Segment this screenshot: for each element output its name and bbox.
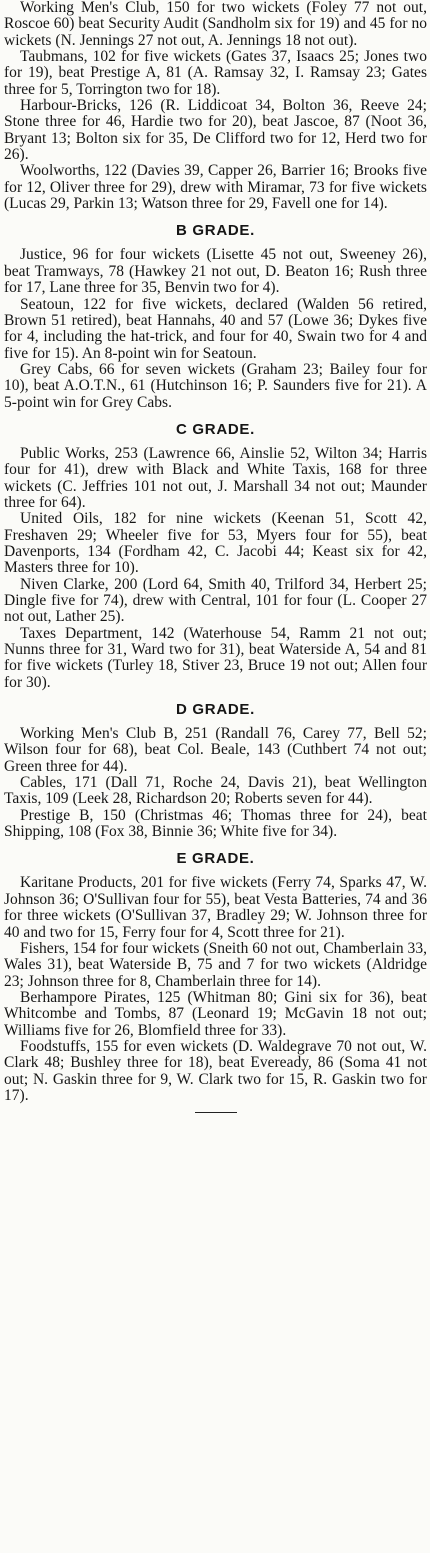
section-heading-b-grade: B GRADE. bbox=[176, 222, 255, 240]
result-paragraph: Taxes Department, 142 (Waterhouse 54, Ramm 21 not out; Nunns three for 31, Ward two for 31), beat Waterside A, 54 and 81 for five wickets (Turley 18, Stiver 23, Bruce 19 not out; Allen four for 30). bbox=[4, 624, 427, 691]
result-paragraph: Working Men's Club, 150 for two wickets (Foley 77 not out, Roscoe 60) beat Security Audit (Sandholm six for 19) and 45 for no wickets (N. Jennings 27 not out, A. Jennings 18 not out). bbox=[4, 0, 427, 49]
result-paragraph: Berhampore Pirates, 125 (Whitman 80; Gini six for 36), beat Whitcombe and Tombs, 87 (Leonard 19; McGavin 18 not out; Williams five for 26, Blomfield three for 33). bbox=[4, 988, 427, 1039]
result-paragraph: Foodstuffs, 155 for even wickets (D. Waldegrave 70 not out, W. Clark 48; Bushley three for 18), beat Eveready, 86 (Soma 41 not out; N. Gaskin three for 9, W. Clark two for 15, R. Gaskin two for 17). bbox=[4, 1037, 427, 1104]
result-paragraph: Public Works, 253 (Lawrence 66, Ainslie 52, Wilton 34; Harris four for 41), drew with Black and White Taxis, 168 for three wickets (C. Jeffries 101 not out, J. Marshall 34 not out; Maunder three for 64). bbox=[4, 444, 427, 511]
result-paragraph: Grey Cabs, 66 for seven wickets (Graham 23; Bailey four for 10), beat A.O.T.N., 61 (Hutchinson 16; P. Saunders five for 21). A 5-point win for Grey Cabs. bbox=[4, 360, 427, 411]
cricket-results-column bbox=[4, 0, 427, 1113]
result-paragraph: Taubmans, 102 for five wickets (Gates 37, Isaacs 25; Jones two for 19), beat Prestige A, 81 (A. Ramsay 32, I. Ramsay 23; Gates three for 5, Torrington two for 18). bbox=[4, 48, 427, 98]
result-paragraph: Fishers, 154 for four wickets (Sneith 60 not out, Chamberlain 33, Wales 31), beat Waterside B, 75 and 7 for two wickets (Aldridge 23; Johnson three for 8, Chamberlain three for 14). bbox=[4, 939, 427, 990]
result-paragraph: Karitane Products, 201 for five wickets (Ferry 74, Sparks 47, W. Johnson 36; O'Sullivan four for 55), beat Vesta Batteries, 74 and 36 for three wickets (O'Sullivan 37, Bradley 29; W. Johnson three for 40 and two for 15, Ferry four for 4, Scott three for 21). bbox=[4, 874, 427, 941]
result-paragraph: Woolworths, 122 (Davies 39, Capper 26, Barrier 16; Brooks five for 12, Oliver three for 29), drew with Miramar, 73 for five wickets (Lucas 29, Parkin 13; Watson three for 29, Favell one for 14). bbox=[4, 162, 427, 213]
result-paragraph: Cables, 171 (Dall 71, Roche 24, Davis 21), beat Wellington Taxis, 109 (Leek 28, Richardson 20; Roberts seven for 44). bbox=[4, 774, 427, 808]
result-paragraph: Harbour-Bricks, 126 (R. Liddicoat 34, Bolton 36, Reeve 24; Stone three for 46, Hardie two for 20), beat Jascoe, 87 (Noot 36, Bryant 13; Bolton six for 35, De Clifford two for 12, Herd two for 26). bbox=[4, 97, 427, 164]
result-paragraph: United Oils, 182 for nine wickets (Keenan 51, Scott 42, Freshaven 29; Wheeler five for 53, Myers four for 55), beat Davenports, 134 (Fordham 42, C. Jacobi 44; Keast six for 42, Masters three for 10). bbox=[4, 510, 427, 577]
result-paragraph: Seatoun, 122 for five wickets, declared (Walden 56 retired, Brown 51 retired), beat Hannahs, 40 and 57 (Lowe 36; Dykes five for 4, including the hat-trick, and four for 40, Swain two for 4 and five for 15). An 8-point win for Seatoun. bbox=[4, 295, 427, 362]
section-heading-d-grade: D GRADE. bbox=[176, 701, 255, 719]
result-paragraph: Niven Clarke, 200 (Lord 64, Smith 40, Trilford 34, Herbert 25; Dingle five for 74), drew with Central, 101 for four (L. Cooper 27 not out, Lather 25). bbox=[4, 575, 427, 626]
section-heading-c-grade: C GRADE. bbox=[176, 420, 255, 438]
result-paragraph: Justice, 96 for four wickets (Lisette 45 not out, Sweeney 26), beat Tramways, 78 (Hawkey 21 not out, D. Beaton 16; Rush three for 17, Lane three for 35, Benvin two for 4). bbox=[4, 246, 427, 297]
result-paragraph: Prestige B, 150 (Christmas 46; Thomas three for 24), beat Shipping, 108 (Fox 38, Binnie 36; White five for 34). bbox=[4, 806, 427, 841]
section-heading-e-grade: E GRADE. bbox=[176, 850, 255, 868]
result-paragraph: Working Men's Club B, 251 (Randall 76, Carey 77, Bell 52; Wilson four for 68), beat Col. Beale, 143 (Cuthbert 74 not out; Green three for 44). bbox=[4, 725, 427, 775]
end-rule bbox=[195, 1112, 237, 1113]
